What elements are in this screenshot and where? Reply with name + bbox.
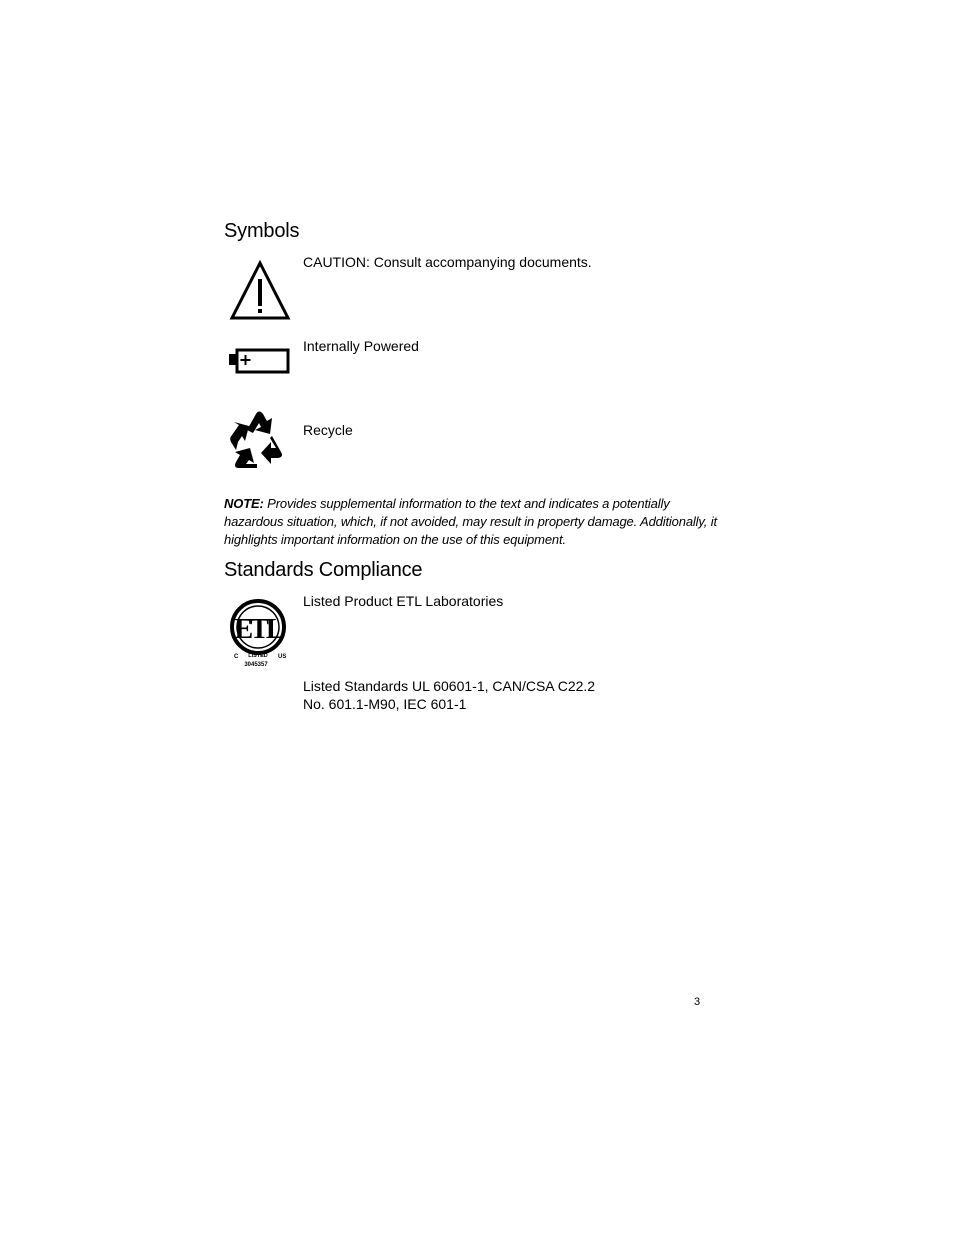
etl-letters: ETL — [234, 614, 282, 645]
note-text: Provides supplemental information to the text and indicates a potentially hazardous situation, which, if not avoided, may result in property damage. Additionally, it highlights important information on the use of this equipment. — [224, 496, 717, 547]
etl-right-mark: US — [278, 654, 287, 660]
listed-standards-line2: No. 601.1-M90, IEC 601-1 — [303, 696, 467, 712]
etl-number: 3045357 — [244, 662, 268, 668]
recycle-label: Recycle — [303, 422, 353, 438]
note-paragraph — [224, 495, 724, 549]
battery-icon — [228, 345, 292, 377]
symbols-heading: Symbols — [224, 220, 300, 242]
etl-listed-mark — [228, 597, 294, 669]
note-label: NOTE: — [224, 496, 264, 511]
caution-icon — [229, 259, 291, 321]
listed-standards-line1: Listed Standards UL 60601-1, CAN/CSA C22.2 — [303, 678, 596, 694]
etl-left-mark: C — [234, 654, 239, 660]
standards-heading: Standards Compliance — [224, 559, 423, 581]
page-number: 3 — [694, 996, 701, 1008]
recycle-icon — [227, 408, 291, 470]
etl-listed-text: LISTED — [248, 653, 268, 659]
caution-label: CAUTION: Consult accompanying documents. — [303, 254, 592, 270]
etl-listed-label: Listed Product ETL Laboratories — [303, 593, 504, 609]
internally-powered-label: Internally Powered — [303, 338, 419, 354]
